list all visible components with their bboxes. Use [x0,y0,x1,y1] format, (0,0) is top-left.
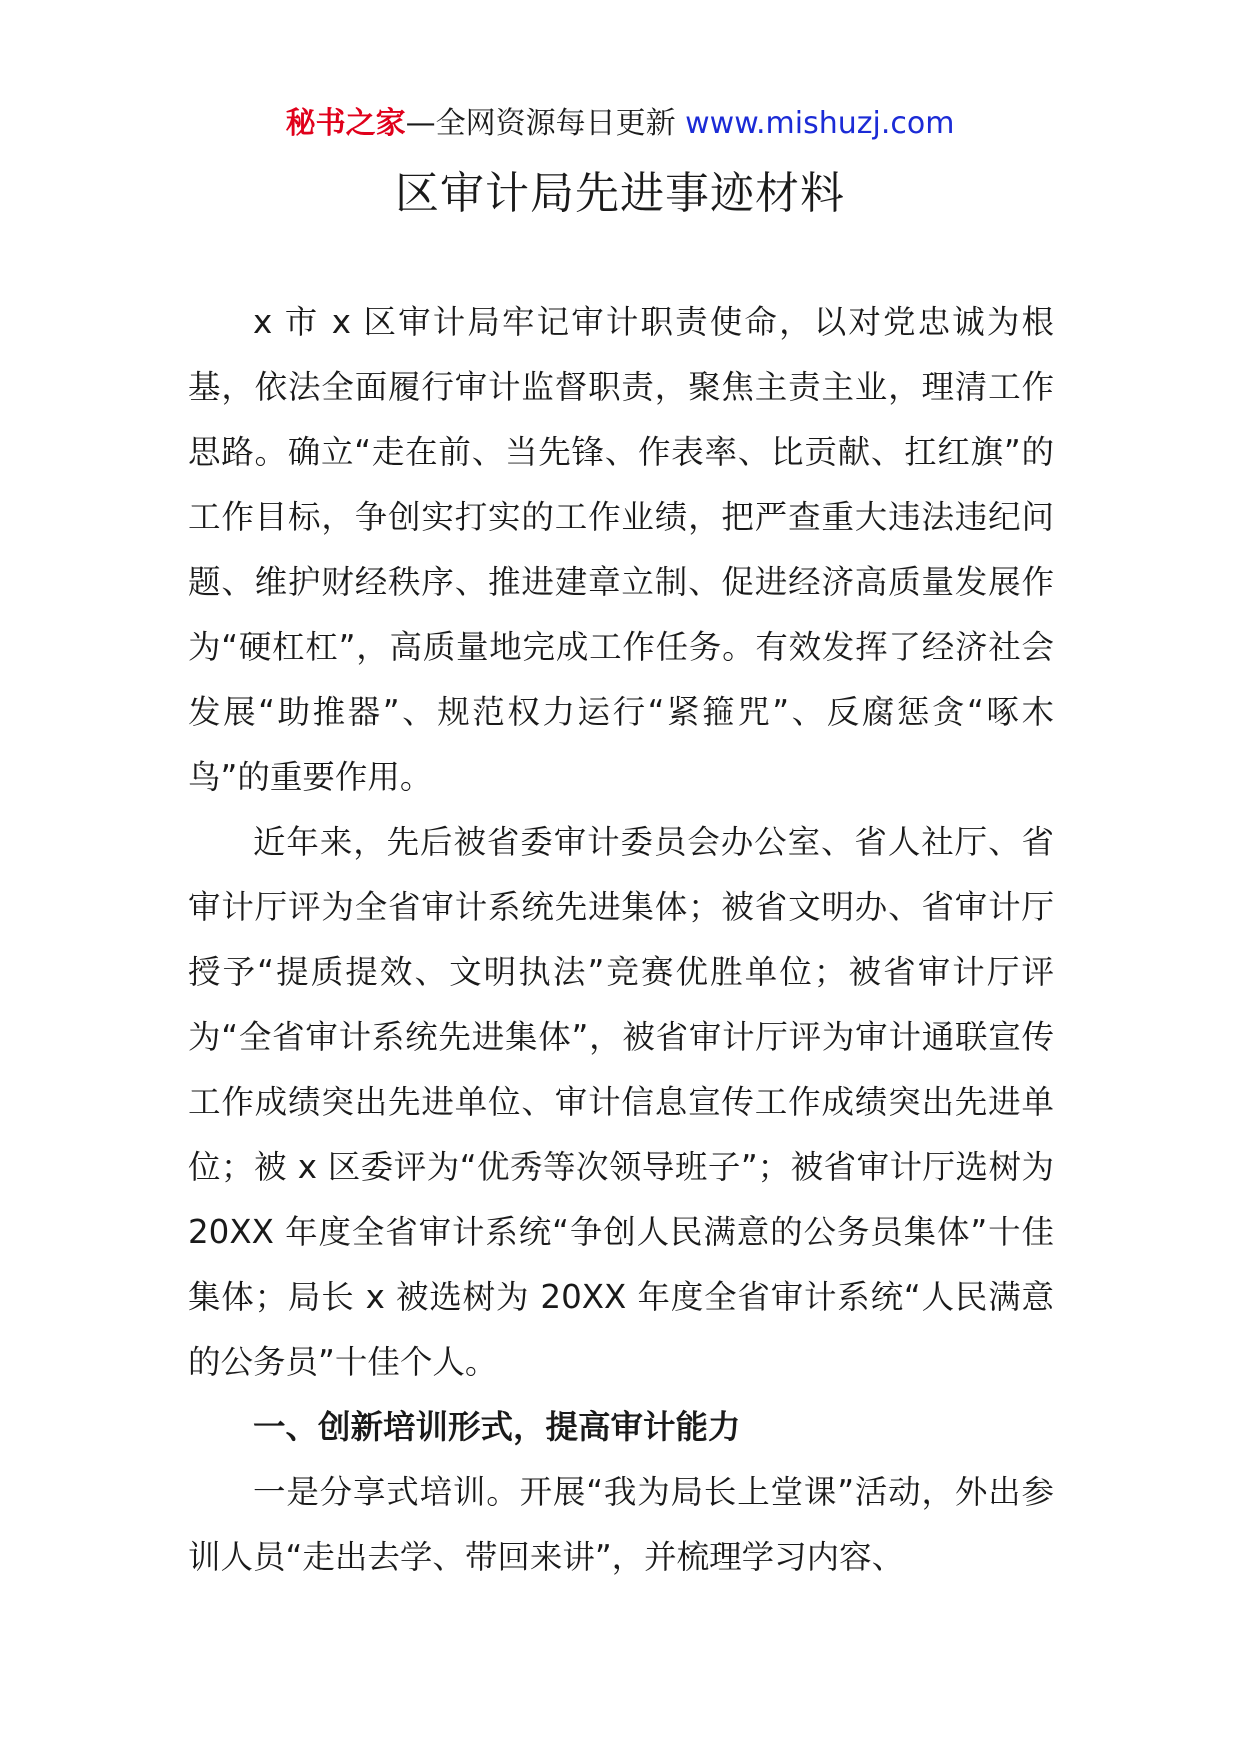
document-body [188,290,1054,1590]
brand-name[interactable]: 秘书之家 [285,106,406,141]
page-header [0,104,1240,144]
section-heading: 一、创新培训形式，提高审计能力 [253,1408,741,1446]
paragraph-honors: 近年来，先后被省委审计委员会办公室、省人社厅、省审计厅评为全省审计系统先进集体；被省文明办、省审计厅授予“提质提效、文明执法”竞赛优胜单位；被省审计厅评为“全省审计系统先进集体”，被省审计厅评为审计通联宣传工作成绩突出先进单位、审计信息宣传工作成绩突出先进单位；被 x 区委评为“优秀等次领导班子”；被省审计厅选树为 20XX 年度全省审计系统“争创人民满意的公务员集体”十佳集体；局长 x 被选树为 20XX 年度全省审计系统“人民满意的公务员”十佳个人。 [188,823,1054,1381]
paragraph-section-1: 一是分享式培训。开展“我为局长上堂课”活动，外出参训人员“走出去学、带回来讲”，并梳理学习内容、 [188,1473,1054,1576]
paragraph-intro: x 市 x 区审计局牢记审计职责使命，以对党忠诚为根基，依法全面履行审计监督职责，聚焦主责主业，理清工作思路。确立“走在前、当先锋、作表率、比贡献、扛红旗”的工作目标，争创实打实的工作业绩，把严查重大违法违纪问题、维护财经秩序、推进建章立制、促进经济高质量发展作为“硬杠杠”，高质量地完成工作任务。有效发挥了经济社会发展“助推器”、规范权力运行“紧箍咒”、反腐惩贪“啄木鸟”的重要作用。 [188,303,1054,796]
document-title: 区审计局先进事迹材料 [395,168,845,219]
header-tagline: —全网资源每日更新 [405,106,686,141]
site-link[interactable]: www.mishuzj.com [685,106,955,141]
